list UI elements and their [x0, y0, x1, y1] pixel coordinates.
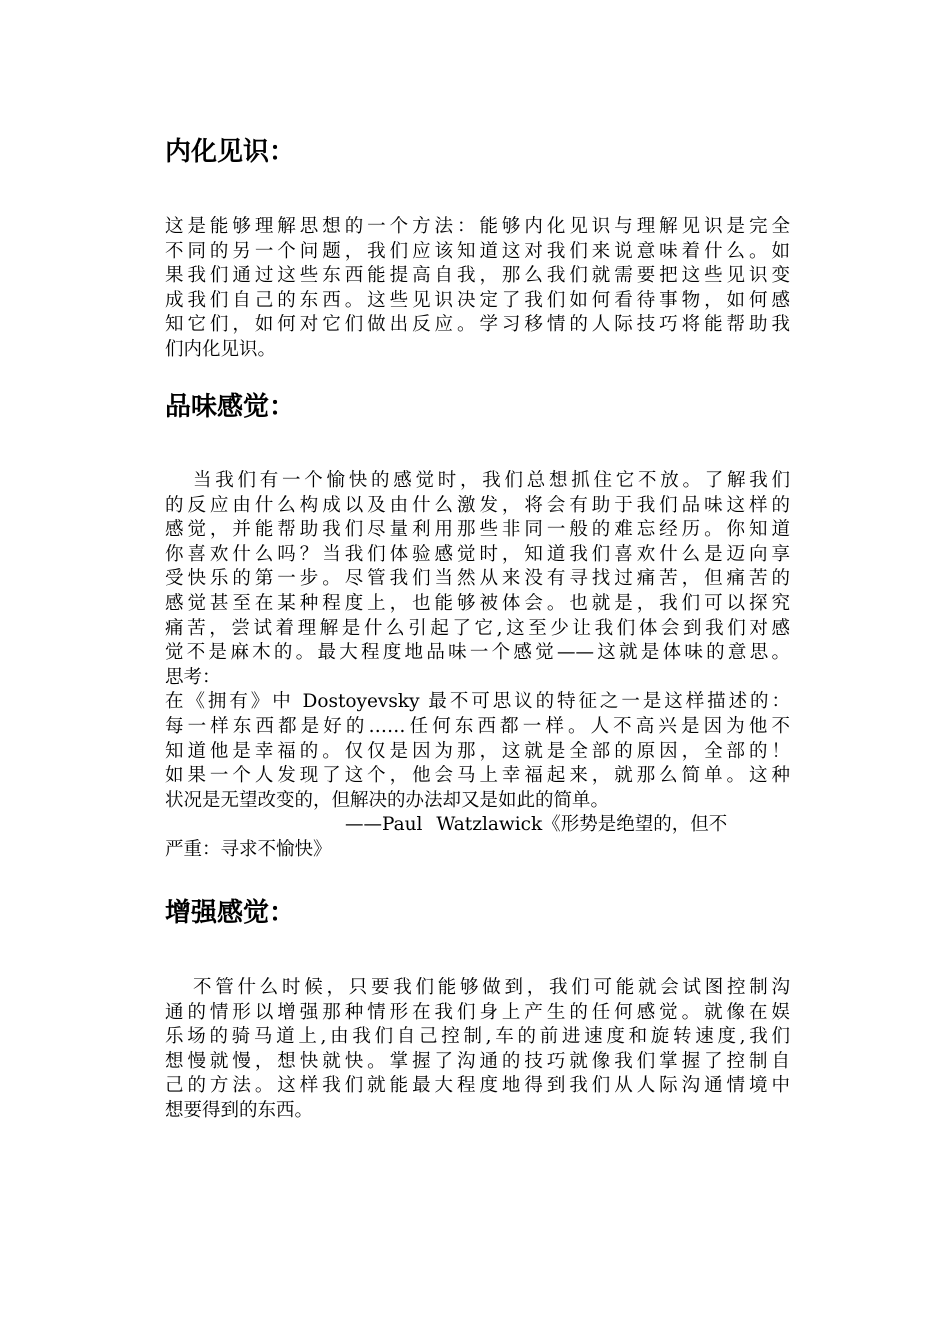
paragraph-line: 成我们自己的东西。这些见识决定了我们如何看待事物，如何感: [165, 289, 790, 311]
section-heading-savor: 品味感觉：: [165, 392, 296, 422]
paragraph-line: 感觉甚至在某种程度上，也能够被体会。也就是，我们可以探究: [165, 592, 790, 614]
paragraph-enhance: [165, 976, 790, 1124]
paragraph-line: 们内化见识。: [165, 338, 277, 360]
section-heading-internalize: 内化见识：: [165, 137, 296, 167]
paragraph-line: 你喜欢什么吗？当我们体验感觉时，知道我们喜欢什么是迈向享: [165, 543, 790, 565]
paragraph-line: 思考：: [165, 666, 221, 688]
paragraph-line: 不管什么时候，只要我们能够做到，我们可能就会试图控制沟: [193, 977, 790, 998]
quote-line: 知道他是幸福的。仅仅是因为那，这就是全部的原因，全部的！: [165, 740, 790, 762]
paragraph-line: 乐场的骑马道上,由我们自己控制,车的前进速度和旋转速度,我们: [165, 1026, 790, 1048]
paragraph-internalize: [165, 215, 790, 363]
paragraph-line: 当我们有一个愉快的感觉时，我们总想抓住它不放。了解我们: [193, 470, 790, 491]
paragraph-line: 这是能够理解思想的一个方法：能够内化见识与理解见识是完全: [165, 216, 790, 237]
paragraph-line: 己的方法。这样我们就能最大程度地得到我们从人际沟通情境中: [165, 1075, 790, 1097]
paragraph-line: 不同的另一个问题，我们应该知道这对我们来说意味着什么。如: [165, 240, 790, 262]
paragraph-line: 果我们通过这些东西能提高自我，那么我们就需要把这些见识变: [165, 265, 790, 287]
quote-line: 如果一个人发现了这个，他会马上幸福起来，就那么简单。这种: [165, 765, 790, 787]
quote-attribution: ——Paul Watzlawick《形势是绝望的，但不: [345, 814, 728, 836]
paragraph-line: 觉不是麻木的。最大程度地品味一个感觉——这就是体味的意思。: [165, 642, 790, 664]
quote-attribution-cont: 严重：寻求不愉快》: [165, 838, 332, 860]
paragraph-line: 通的情形以增强那种情形在我们身上产生的任何感觉。就像在娱: [165, 1001, 790, 1023]
paragraph-savor: [165, 469, 790, 863]
paragraph-line: 受快乐的第一步。尽管我们当然从来没有寻找过痛苦，但痛苦的: [165, 568, 790, 590]
paragraph-line: 感觉，并能帮助我们尽量利用那些非同一般的难忘经历。你知道: [165, 519, 790, 541]
quote-line: 在《拥有》中 Dostoyevsky 最不可思议的特征之一是这样描述的：: [165, 691, 790, 713]
paragraph-line: 想要得到的东西。: [165, 1099, 314, 1121]
quote-line: 每一样东西都是好的……任何东西都一样。人不高兴是因为他不: [165, 715, 790, 737]
paragraph-line: 知它们，如何对它们做出反应。学习移情的人际技巧将能帮助我: [165, 314, 790, 336]
section-heading-enhance: 增强感觉：: [165, 898, 296, 928]
paragraph-line: 想慢就慢，想快就快。掌握了沟通的技巧就像我们掌握了控制自: [165, 1050, 790, 1072]
paragraph-line: 痛苦，尝试着理解是什么引起了它,这至少让我们体会到我们对感: [165, 617, 790, 639]
quote-line: 状况是无望改变的，但解决的办法却又是如此的简单。: [165, 789, 610, 811]
paragraph-line: 的反应由什么构成以及由什么激发，将会有助于我们品味这样的: [165, 494, 790, 516]
